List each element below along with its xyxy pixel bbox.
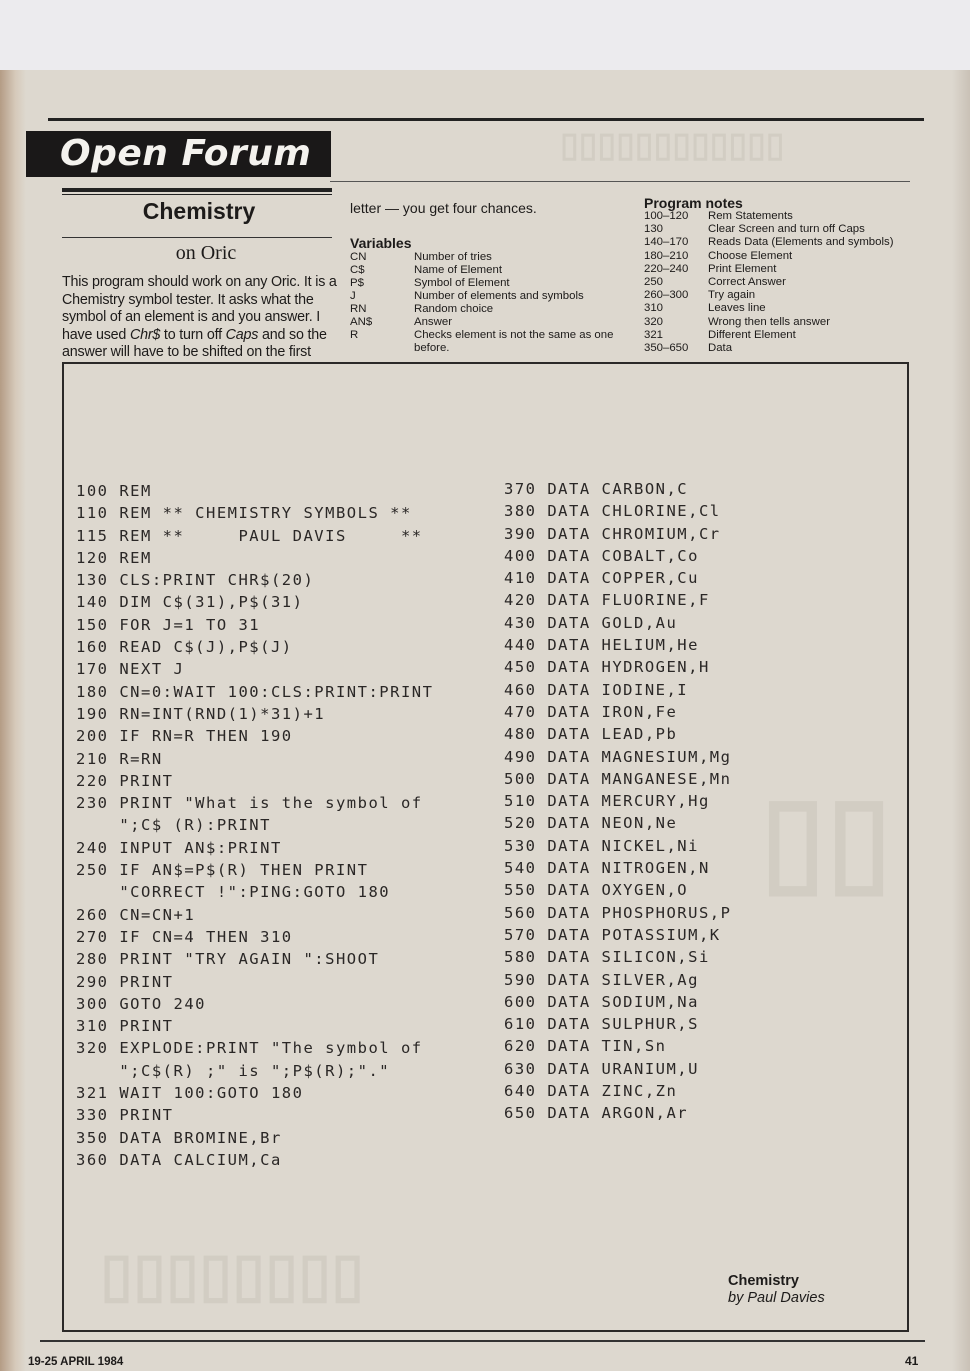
byline-title: Chemistry <box>728 1273 799 1289</box>
code-line: 110 REM ** CHEMISTRY SYMBOLS ** <box>76 504 412 523</box>
variable-row <box>350 290 630 303</box>
code-line: 460 DATA IODINE,I <box>504 680 689 699</box>
code-line: 120 REM <box>76 548 152 567</box>
program-note-description: Wrong then tells answer <box>708 315 830 328</box>
variable-row <box>350 277 630 290</box>
code-line: 190 RN=INT(RND(1)*31)+1 <box>76 704 326 723</box>
issue-date: 19-25 APRIL 1984 <box>28 1356 124 1368</box>
code-line: 380 DATA CHLORINE,Cl <box>504 502 721 521</box>
variable-name: AN$ <box>350 316 373 328</box>
program-note-description: Correct Answer <box>708 275 786 288</box>
code-line: 550 DATA OXYGEN,O <box>504 881 689 900</box>
code-line: 270 IF CN=4 THEN 310 <box>76 927 293 946</box>
code-line: 560 DATA PHOSPHORUS,P <box>504 903 732 922</box>
variable-name: P$ <box>350 277 364 289</box>
variable-description: Number of tries <box>414 251 492 263</box>
code-line: 240 INPUT AN$:PRINT <box>76 838 282 857</box>
variable-name: R <box>350 329 359 341</box>
listing-column-left <box>76 480 433 1171</box>
code-line: 320 EXPLODE:PRINT "The symbol of <box>76 1039 423 1058</box>
program-note-description: Choose Element <box>708 249 793 262</box>
code-line: 310 PRINT <box>76 1017 174 1036</box>
code-line: 290 PRINT <box>76 972 174 991</box>
program-note-lines: 321 <box>644 328 664 341</box>
program-note-lines: 350–650 <box>644 341 689 354</box>
variable-row <box>350 251 630 264</box>
code-line: 640 DATA ZINC,Zn <box>504 1082 678 1101</box>
intro-text: and so the answer will have to be shifted on the first <box>62 326 327 361</box>
headline-rule-thick <box>62 188 332 192</box>
code-line: 570 DATA POTASSIUM,K <box>504 925 721 944</box>
program-note-lines: 320 <box>644 315 664 328</box>
code-line: 510 DATA MERCURY,Hg <box>504 792 710 811</box>
code-line: 100 REM <box>76 482 152 500</box>
code-line: 580 DATA SILICON,Si <box>504 948 710 967</box>
section-title: Open Forum <box>26 131 331 177</box>
variable-name: J <box>350 290 356 302</box>
program-note-row <box>644 250 914 263</box>
variable-name: C$ <box>350 264 365 276</box>
top-rule <box>48 118 924 121</box>
program-note-lines: 310 <box>644 302 664 315</box>
byline <box>728 1273 825 1307</box>
program-note-row <box>644 223 914 236</box>
code-line: 360 DATA CALCIUM,Ca <box>76 1150 282 1169</box>
code-line: 180 CN=0:WAIT 100:CLS:PRINT:PRINT <box>76 682 434 701</box>
program-note-row <box>644 329 914 342</box>
listing-column-right <box>504 478 731 1125</box>
code-line: 600 DATA SODIUM,Na <box>504 992 699 1011</box>
code-line: 140 DIM C$(31),P$(31) <box>76 593 304 612</box>
bottom-rule <box>40 1340 925 1342</box>
headline-rule-thin <box>62 194 332 195</box>
program-note-lines: 260–300 <box>644 289 689 302</box>
program-note-row <box>644 342 914 355</box>
code-line: 260 CN=CN+1 <box>76 905 196 924</box>
program-note-row <box>644 210 914 223</box>
code-line: 160 READ C$(J),P$(J) <box>76 638 293 657</box>
program-note-lines: 220–240 <box>644 262 689 275</box>
continued-text: letter — you get four chances. <box>350 200 537 216</box>
program-note-lines: 250 <box>644 275 664 288</box>
variable-description: Name of Element <box>414 264 502 276</box>
code-line: 200 IF RN=R THEN 190 <box>76 727 293 746</box>
code-line: 470 DATA IRON,Fe <box>504 702 678 721</box>
variable-description: Checks element is not the same as one before. <box>414 329 614 354</box>
code-line: 440 DATA HELIUM,He <box>504 636 699 655</box>
program-note-description: Try again <box>708 289 756 302</box>
scanner-background <box>0 0 970 70</box>
code-line: "CORRECT !":PING:GOTO 180 <box>76 883 391 902</box>
code-line: ";C$(R) ;" is ";P$(R);"." <box>76 1061 391 1080</box>
code-line: 115 REM ** PAUL DAVIS ** <box>76 526 423 545</box>
variable-description: Random choice <box>414 303 494 315</box>
code-line: 350 DATA BROMINE,Br <box>76 1128 282 1147</box>
code-line: 410 DATA COPPER,Cu <box>504 569 699 588</box>
program-note-description: Leaves line <box>708 302 766 315</box>
program-note-row <box>644 302 914 315</box>
code-line: 530 DATA NICKEL,Ni <box>504 836 699 855</box>
code-line: 170 NEXT J <box>76 660 185 679</box>
code-line: 620 DATA TIN,Sn <box>504 1037 667 1056</box>
program-note-description: Data <box>708 341 733 354</box>
code-line: 230 PRINT "What is the symbol of <box>76 794 423 813</box>
show-through-advert: ▯▯▯▯▯▯▯▯▯▯▯▯ <box>560 126 785 164</box>
code-line: 330 PRINT <box>76 1106 174 1125</box>
code-line: 280 PRINT "TRY AGAIN ":SHOOT <box>76 950 380 969</box>
variable-row <box>350 264 630 277</box>
program-notes-heading: Program notes <box>644 195 743 211</box>
header-rule <box>330 181 910 182</box>
variable-row <box>350 303 630 316</box>
program-note-description: Clear Screen and turn off Caps <box>708 223 865 236</box>
variable-name: RN <box>350 303 367 315</box>
variable-description: Symbol of Element <box>414 277 510 289</box>
code-line: 520 DATA NEON,Ne <box>504 814 678 833</box>
program-note-lines: 130 <box>644 223 664 236</box>
page-spine-shadow <box>0 70 26 1371</box>
program-note-row <box>644 289 914 302</box>
variable-row <box>350 316 630 329</box>
show-through-advert: ▯▯▯▯▯▯▯▯ <box>100 1241 365 1308</box>
subhead-rule <box>62 237 332 238</box>
variable-description: Answer <box>414 316 452 328</box>
code-line: 420 DATA FLUORINE,F <box>504 591 710 610</box>
byline-author: by Paul Davies <box>728 1290 825 1306</box>
code-line: 390 DATA CHROMIUM,Cr <box>504 524 721 543</box>
code-line: 500 DATA MANGANESE,Mn <box>504 769 732 788</box>
variables-heading: Variables <box>350 235 412 251</box>
code-line: 590 DATA SILVER,Ag <box>504 970 699 989</box>
program-note-row <box>644 263 914 276</box>
code-line: 630 DATA URANIUM,U <box>504 1059 699 1078</box>
code-line: 430 DATA GOLD,Au <box>504 613 678 632</box>
code-line: 300 GOTO 240 <box>76 994 206 1013</box>
code-line: 370 DATA CARBON,C <box>504 480 689 498</box>
article-subhead: on Oric <box>175 242 237 264</box>
program-note-row <box>644 316 914 329</box>
program-note-description: Different Element <box>708 328 796 341</box>
intro-emphasis: Chr$ <box>129 326 161 343</box>
article-headline: Chemistry <box>142 198 256 224</box>
program-note-row <box>644 236 914 249</box>
code-line: 450 DATA HYDROGEN,H <box>504 658 710 677</box>
code-line: ";C$ (R):PRINT <box>76 816 271 835</box>
page-edge-shadow <box>952 70 970 1371</box>
code-line: 400 DATA COBALT,Co <box>504 546 699 565</box>
variable-row <box>350 329 630 355</box>
code-line: 321 WAIT 100:GOTO 180 <box>76 1084 304 1103</box>
program-note-lines: 100–120 <box>644 210 689 222</box>
code-line: 130 CLS:PRINT CHR$(20) <box>76 571 315 590</box>
variables-list <box>350 251 630 355</box>
intro-paragraph <box>62 274 340 362</box>
code-line: 150 FOR J=1 TO 31 <box>76 615 261 634</box>
page-number: 41 <box>905 1354 919 1368</box>
code-line: 480 DATA LEAD,Pb <box>504 725 678 744</box>
code-line: 540 DATA NITROGEN,N <box>504 859 710 878</box>
program-note-description: Reads Data (Elements and symbols) <box>708 236 894 249</box>
intro-text: to turn off <box>160 326 226 343</box>
code-line: 250 IF AN$=P$(R) THEN PRINT <box>76 861 369 880</box>
intro-text: This program should work on any Oric. It is a Chemistry symbol tester. It asks what the symbol of an element is and you answer. I have used <box>62 274 337 343</box>
code-line: 210 R=RN <box>76 749 163 768</box>
program-note-description: Rem Statements <box>708 210 793 222</box>
code-line: 650 DATA ARGON,Ar <box>504 1104 689 1123</box>
program-note-lines: 140–170 <box>644 236 689 249</box>
variable-name: CN <box>350 251 367 263</box>
code-line: 610 DATA SULPHUR,S <box>504 1015 699 1034</box>
program-notes-list <box>644 210 914 355</box>
code-line: 490 DATA MAGNESIUM,Mg <box>504 747 732 766</box>
program-note-description: Print Element <box>708 262 777 275</box>
code-line: 220 PRINT <box>76 771 174 790</box>
program-note-row <box>644 276 914 289</box>
program-note-lines: 180–210 <box>644 249 689 262</box>
variable-description: Number of elements and symbols <box>414 290 584 302</box>
show-through-advert: ▯▯ <box>760 772 893 906</box>
intro-emphasis: Caps <box>225 326 259 343</box>
